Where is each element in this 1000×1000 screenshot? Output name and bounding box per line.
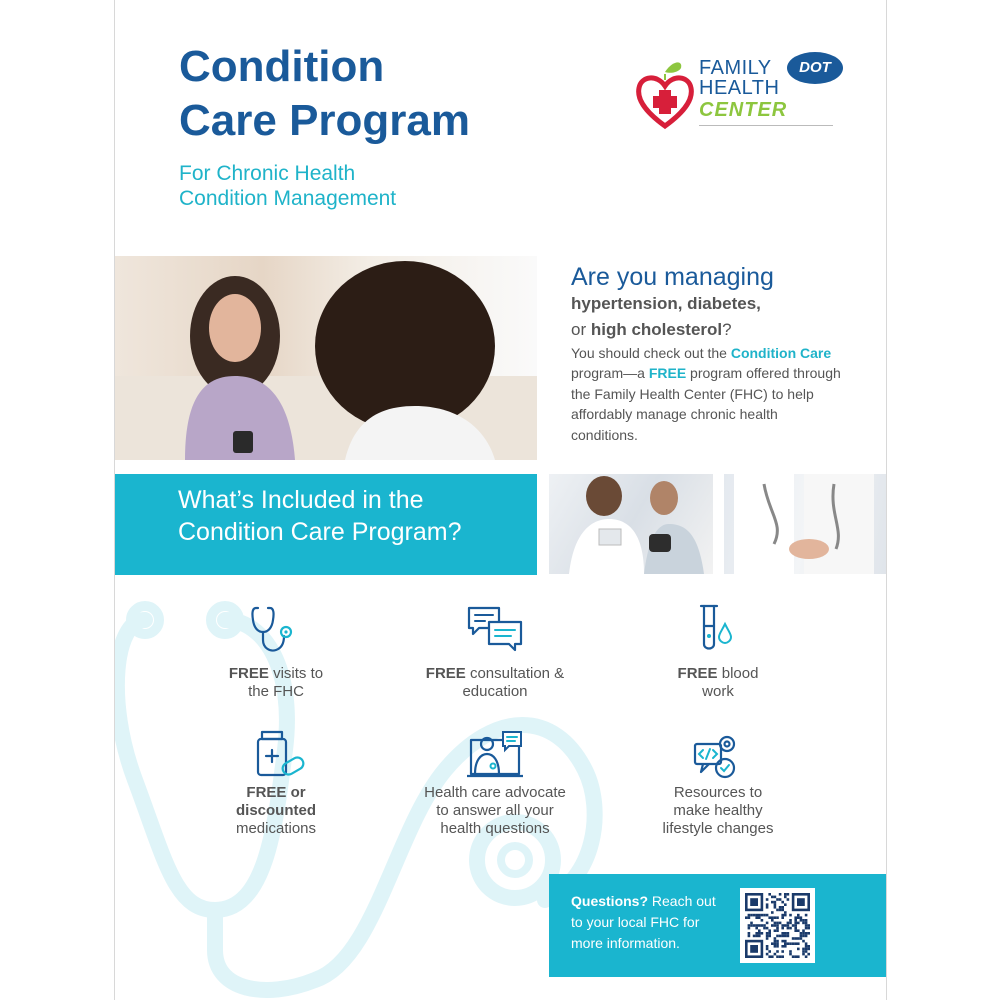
feature-free-visits <box>186 665 366 701</box>
chat-bubbles-icon <box>465 602 525 656</box>
feature-3-bold: FREE <box>677 665 718 682</box>
feature-free-consultation <box>405 665 585 701</box>
feature-free-bloodwork <box>628 665 808 701</box>
feature-3-text-2: work <box>702 683 734 700</box>
body-highlight-condition-care: Condition Care <box>730 345 832 361</box>
feature-6-text-3: lifestyle changes <box>662 820 774 837</box>
feature-free-medications <box>186 784 366 838</box>
feature-4-text-3: medications <box>235 820 317 837</box>
question-cholesterol: high cholesterol <box>590 320 723 339</box>
body-highlight-free: FREE <box>648 365 687 382</box>
question-body <box>571 343 841 445</box>
lifestyle-resources-icon <box>689 730 749 784</box>
page-title <box>179 40 470 148</box>
feature-1-text-2: the FHC <box>248 683 304 700</box>
qr-code[interactable] <box>740 888 815 963</box>
logo-center-text: CENTER <box>699 99 788 121</box>
page-subtitle <box>179 161 396 211</box>
health-advocate-icon <box>467 730 527 784</box>
test-tube-icon <box>687 602 747 656</box>
stethoscope-icon <box>246 602 306 656</box>
feature-2-text-2: education <box>462 683 528 700</box>
family-health-center-logo <box>635 44 840 130</box>
body-part-3: program offered through the Family Health Center (FHC) to help affordably manage chronic health conditions. <box>571 365 841 443</box>
logo-underline <box>699 125 833 126</box>
question-heading: Are you managing <box>571 263 774 291</box>
questions-bold: Questions? <box>571 893 649 909</box>
medication-bottle-icon <box>250 730 310 784</box>
feature-5-text-3: health questions <box>440 820 550 837</box>
feature-2-text-1: consultation & <box>465 665 565 682</box>
questions-text <box>571 891 731 954</box>
feature-5-text-1: Health care advocate <box>424 784 566 801</box>
question-line-3 <box>571 320 732 340</box>
consultation-photo <box>115 256 537 460</box>
feature-4-bold-2: discounted <box>235 802 316 819</box>
blood-pressure-photo <box>549 474 713 574</box>
question-conditions: hypertension, diabetes, <box>571 294 761 313</box>
consultation-photo-illustration <box>115 256 537 460</box>
flyer-page <box>114 0 887 1000</box>
title-line-2: Care Program <box>179 96 471 145</box>
feature-5-text-2: to answer all your <box>436 802 554 819</box>
feature-4-bold-1: FREE or <box>246 784 306 801</box>
banner-line-2: Condition Care Program? <box>178 518 462 546</box>
feature-1-bold: FREE <box>228 665 269 682</box>
logo-health-text: HEALTH <box>699 77 780 99</box>
feature-2-bold: FREE <box>425 665 466 682</box>
banner-line-1: What’s Included in the <box>178 486 424 514</box>
title-line-1: Condition <box>179 42 385 91</box>
dot-badge: DOT <box>787 52 843 84</box>
qr-code-graphic <box>745 893 810 958</box>
feature-1-text-1: visits to <box>268 665 324 682</box>
doctors-photo-illustration <box>724 474 887 574</box>
subtitle-line-1: For Chronic Health <box>179 162 356 185</box>
logo-family-text: FAMILY <box>699 57 772 79</box>
feature-health-advocate <box>405 784 585 838</box>
heart-cross-icon <box>635 58 695 130</box>
question-or: or <box>571 320 591 339</box>
feature-lifestyle-resources <box>628 784 808 838</box>
feature-6-text-2: make healthy <box>673 802 763 819</box>
subtitle-line-2: Condition Management <box>179 187 397 210</box>
included-banner-text <box>178 484 528 548</box>
questions-body: Reach out to your local FHC for more information. <box>571 893 716 951</box>
feature-3-text-1: blood <box>717 665 759 682</box>
question-mark: ? <box>722 320 732 339</box>
body-part-2: program—a <box>571 365 649 382</box>
doctors-photo <box>724 474 887 574</box>
feature-6-text-1: Resources to <box>673 784 763 801</box>
body-part-1: You should check out the <box>571 345 731 361</box>
blood-pressure-photo-illustration <box>549 474 713 574</box>
